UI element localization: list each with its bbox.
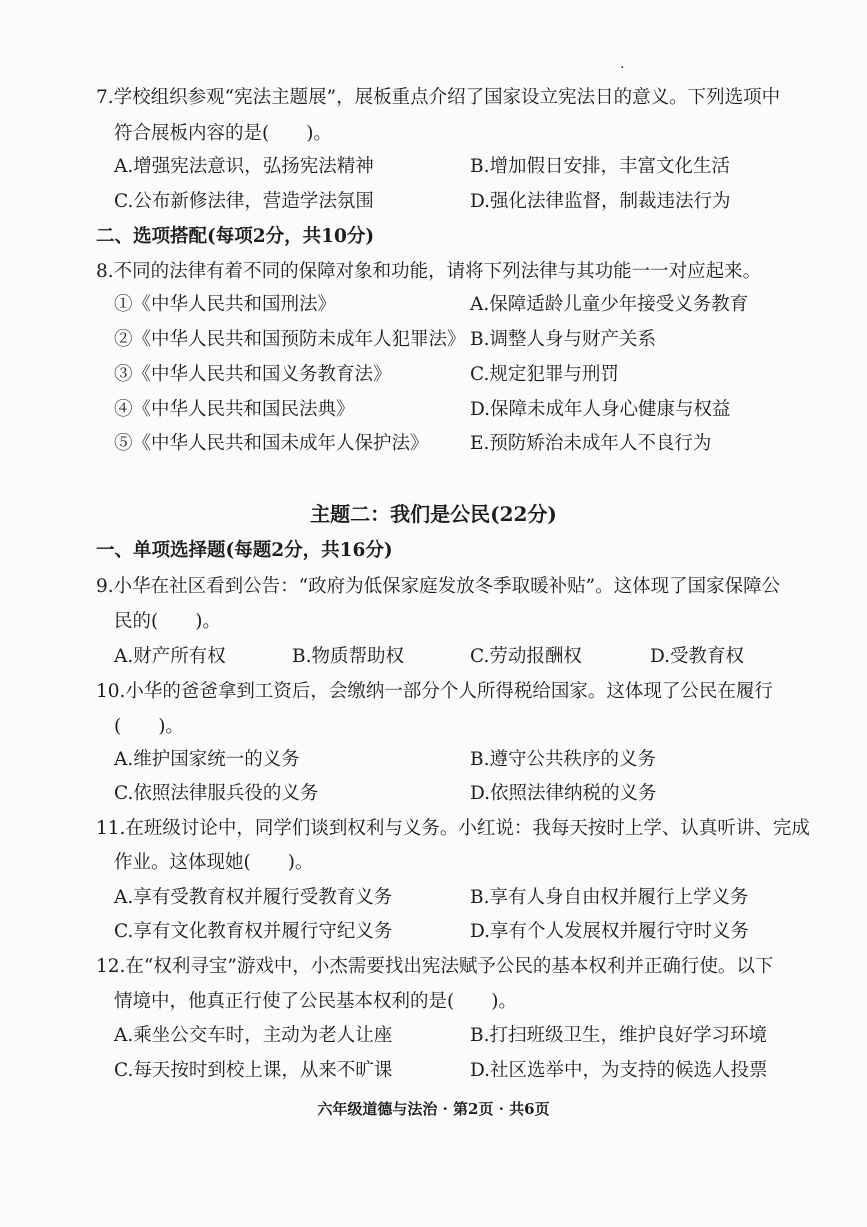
q11-stem-line2: 作业。这体现她( )。	[114, 852, 314, 873]
q10-option-d: D.依照法律纳税的义务	[470, 783, 657, 804]
q11-stem-line1: 11.在班级讨论中，同学们谈到权利与义务。小红说：我每天按时上学、认真听讲、完成	[96, 818, 810, 839]
q11-option-a: A.享有受教育权并履行受教育义务	[114, 887, 393, 908]
q8-function-c: C.规定犯罪与刑罚	[470, 364, 619, 385]
theme2-title: 主题二：我们是公民(22分)	[310, 502, 557, 526]
q8-law-3: ③《中华人民共和国义务教育法》	[114, 364, 392, 385]
q12-stem-line2: 情境中，他真正行使了公民基本权利的是( )。	[114, 991, 517, 1012]
q12-option-c: C.每天按时到校上课，从来不旷课	[114, 1060, 393, 1081]
q11-option-b: B.享有人身自由权并履行上学义务	[470, 887, 749, 908]
q10-stem-line1: 10.小华的爸爸拿到工资后，会缴纳一部分个人所得税给国家。这体现了公民在履行	[96, 681, 773, 702]
q8-function-a: A.保障适龄儿童少年接受义务教育	[470, 294, 749, 315]
q8-law-2: ②《中华人民共和国预防未成年人犯罪法》	[114, 329, 466, 350]
page-dot: .	[620, 56, 625, 72]
q12-stem-line1: 12.在“权利寻宝”游戏中，小杰需要找出宪法赋予公民的基本权利并正确行使。以下	[96, 956, 774, 977]
q8-function-d: D.保障未成年人身心健康与权益	[470, 399, 731, 420]
q12-option-d: D.社区选举中，为支持的候选人投票	[470, 1060, 768, 1081]
section-single-choice-heading: 一、单项选择题(每题2分，共16分)	[96, 540, 393, 561]
q11-option-d: D.享有个人发展权并履行守时义务	[470, 921, 750, 942]
q9-option-c: C.劳动报酬权	[470, 646, 582, 667]
q10-option-b: B.遵守公共秩序的义务	[470, 749, 656, 770]
q8-function-e: E.预防矫治未成年人不良行为	[470, 433, 712, 454]
q9-option-d: D.受教育权	[650, 646, 745, 667]
q12-option-a: A.乘坐公交车时，主动为老人让座	[114, 1025, 393, 1046]
q10-stem-line2: ( )。	[114, 716, 184, 737]
q7-option-d: D.强化法律监督，制裁违法行为	[470, 191, 731, 212]
q7-option-b: B.增加假日安排，丰富文化生活	[470, 156, 730, 177]
q8-law-4: ④《中华人民共和国民法典》	[114, 399, 355, 420]
q11-option-c: C.享有文化教育权并履行守纪义务	[114, 921, 393, 942]
q8-law-5: ⑤《中华人民共和国未成年人保护法》	[114, 433, 429, 454]
q7-stem-line2: 符合展板内容的是( )。	[114, 123, 332, 144]
q10-option-a: A.维护国家统一的义务	[114, 749, 300, 770]
q9-stem-line2: 民的( )。	[114, 611, 221, 632]
section-matching-heading: 二、选项搭配(每项2分，共10分)	[96, 226, 375, 247]
q7-stem-line1: 7.学校组织参观“宪法主题展”，展板重点介绍了国家设立宪法日的意义。下列选项中	[96, 87, 781, 108]
q7-option-a: A.增强宪法意识，弘扬宪法精神	[114, 156, 374, 177]
q9-stem-line1: 9.小华在社区看到公告：“政府为低保家庭发放冬季取暖补贴”。这体现了国家保障公	[96, 576, 781, 597]
q9-option-b: B.物质帮助权	[292, 646, 404, 667]
q12-option-b: B.打扫班级卫生，维护良好学习环境	[470, 1025, 767, 1046]
q8-function-b: B.调整人身与财产关系	[470, 329, 656, 350]
q10-option-c: C.依照法律服兵役的义务	[114, 783, 319, 804]
q7-option-c: C.公布新修法律，营造学法氛围	[114, 191, 374, 212]
page-footer: 六年级道德与法治 · 第2页 · 共6页	[317, 1100, 550, 1118]
q8-stem: 8.不同的法律有着不同的保障对象和功能，请将下列法律与其功能一一对应起来。	[96, 261, 762, 282]
q9-option-a: A.财产所有权	[114, 646, 226, 667]
q8-law-1: ①《中华人民共和国刑法》	[114, 294, 337, 315]
